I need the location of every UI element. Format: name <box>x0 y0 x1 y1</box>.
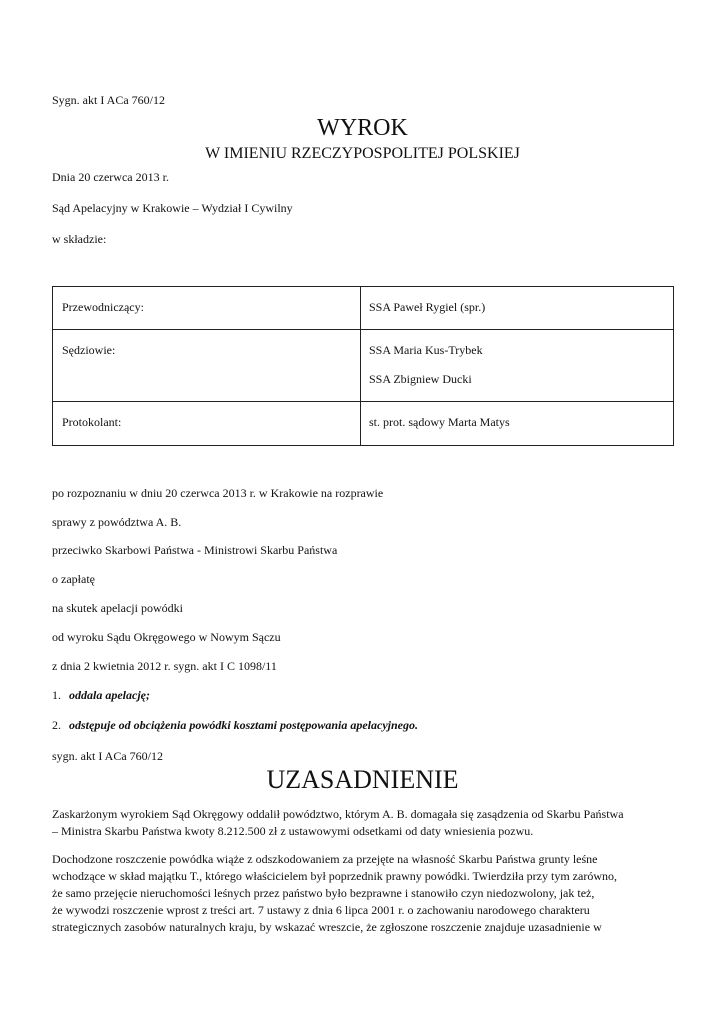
ruling-text: odstępuje od obciążenia powódki kosztami postępowania apelacyjnego. <box>69 718 418 732</box>
paragraph-line: że wywodzi roszczenie wprost z treści art. 7 ustawy z dnia 6 lipca 2001 r. o zachowaniu narodowego charakteru <box>52 903 590 917</box>
panel-role: Przewodniczący: <box>53 287 361 330</box>
court-name: Sąd Apelacyjny w Krakowie – Wydział I Cywilny <box>52 201 293 215</box>
proceedings-line: od wyroku Sądu Okręgowego w Nowym Sączu <box>52 630 281 644</box>
ruling-item <box>52 688 150 703</box>
ruling-number: 2. <box>52 718 61 732</box>
panel-name: SSA Maria Kus-Trybek <box>369 343 483 357</box>
proceedings-line: na skutek apelacji powódki <box>52 601 183 615</box>
panel-row <box>53 330 674 402</box>
ruling-number: 1. <box>52 688 61 702</box>
judgment-date: Dnia 20 czerwca 2013 r. <box>52 170 169 184</box>
ruling-text: oddala apelację; <box>69 688 150 702</box>
composition-label: w składzie: <box>52 232 107 246</box>
paragraph-line: Dochodzone roszczenie powódka wiąże z odszkodowaniem za przejęte na własność Skarbu Państwa grunty leśne <box>52 852 598 866</box>
panel-row <box>53 287 674 330</box>
justification-title: UZASADNIENIE <box>266 765 459 794</box>
ruling-item <box>52 718 418 733</box>
paragraph-line: – Ministra Skarbu Państwa kwoty 8.212.500 zł z ustawowymi odsetkami od daty wniesienia pozwu. <box>52 824 534 838</box>
justification-paragraph <box>52 851 673 936</box>
proceedings-line: o zapłatę <box>52 572 95 586</box>
document-subtitle: W IMIENIU RZECZYPOSPOLITEJ POLSKIEJ <box>205 145 520 162</box>
panel-name: st. prot. sądowy Marta Matys <box>369 415 510 429</box>
paragraph-line: wchodzące w skład majątku T., którego właścicielem był poprzednik prawny powódki. Twierdziła przy tym zarówno, <box>52 869 617 883</box>
panel-role: Protokolant: <box>53 402 361 446</box>
justification-paragraph <box>52 806 673 840</box>
panel-names <box>361 402 674 446</box>
panel-name: SSA Paweł Rygiel (spr.) <box>369 300 486 314</box>
document-title: WYROK <box>317 115 408 141</box>
proceedings-line: sprawy z powództwa A. B. <box>52 515 182 529</box>
panel-row <box>53 402 674 446</box>
panel-names <box>361 287 674 330</box>
panel-names <box>361 330 674 402</box>
panel-name: SSA Zbigniew Ducki <box>369 372 472 386</box>
proceedings-line: przeciwko Skarbowi Państwa - Ministrowi Skarbu Państwa <box>52 543 338 557</box>
paragraph-line: strategicznych zasobów naturalnych kraju, by wskazać wreszcie, że zgłoszone roszczenie znajduje uzasadnienie w <box>52 920 602 934</box>
paragraph-line: że samo przejęcie nieruchomości leśnych przez państwo było bezprawne i stanowiło czyn niedozwolony, jak też, <box>52 886 595 900</box>
justification-signature: sygn. akt I ACa 760/12 <box>52 749 163 763</box>
panel-role: Sędziowie: <box>53 330 361 402</box>
case-signature-top: Sygn. akt I ACa 760/12 <box>52 93 165 107</box>
panel-table <box>52 286 674 446</box>
proceedings-line: po rozpoznaniu w dniu 20 czerwca 2013 r. w Krakowie na rozprawie <box>52 486 384 500</box>
paragraph-line: Zaskarżonym wyrokiem Sąd Okręgowy oddalił powództwo, którym A. B. domagała się zasądzenia od Skarbu Państwa <box>52 807 624 821</box>
proceedings-line: z dnia 2 kwietnia 2012 r. sygn. akt I C 1098/11 <box>52 659 277 673</box>
